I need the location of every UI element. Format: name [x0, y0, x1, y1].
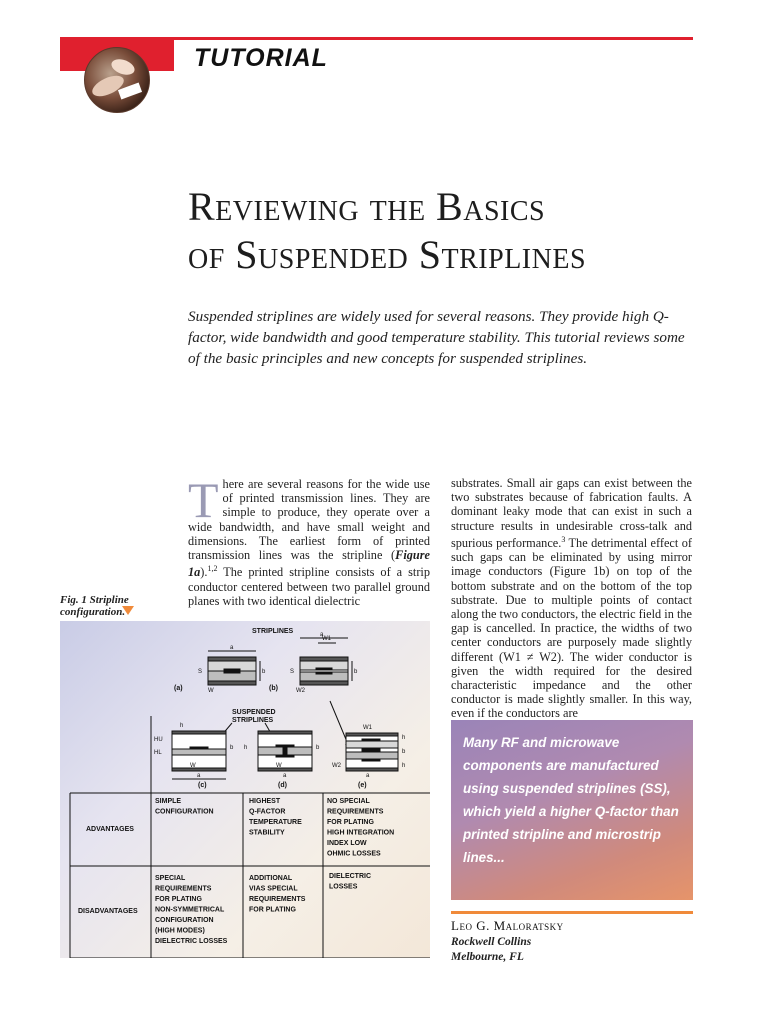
table-cell-adv-e: FOR PLATING [327, 819, 374, 826]
svg-text:S: S [290, 669, 295, 675]
diagram-d [244, 731, 320, 779]
svg-text:h: h [402, 735, 406, 741]
svg-text:a: a [366, 773, 370, 779]
table-cell-dis-e: LOSSES [329, 883, 358, 891]
table-cell-dis-c: FOR PLATING [155, 896, 202, 903]
svg-text:h: h [180, 723, 184, 729]
svg-text:HL: HL [154, 750, 162, 756]
svg-text:h: h [244, 745, 248, 751]
svg-text:a: a [320, 632, 324, 638]
table-cell-dis-d: ADDITIONAL [249, 875, 293, 882]
svg-text:W: W [276, 763, 282, 769]
header-rule [174, 37, 693, 40]
label-suspended-1: SUSPENDED [232, 709, 276, 716]
section-label: TUTORIAL [194, 44, 328, 72]
panel-a: (a) [174, 685, 183, 692]
svg-text:b: b [354, 669, 358, 675]
table-cell-adv-e: OHMIC LOSSES [327, 850, 381, 858]
svg-text:W2: W2 [332, 763, 341, 769]
table-cell-adv-d: STABILITY [249, 829, 285, 837]
svg-text:W2: W2 [296, 688, 305, 694]
svg-text:a: a [197, 773, 201, 779]
article-title [188, 183, 728, 279]
table-cell-adv-c: CONFIGURATION [155, 808, 214, 816]
svg-text:b: b [402, 749, 406, 755]
table-cell-dis-c: REQUIREMENTS [155, 885, 212, 893]
table-cell-adv-d: HIGHEST [249, 798, 281, 805]
panel-c: (c) [198, 782, 207, 789]
row-disadvantages: DISADVANTAGES [78, 908, 138, 915]
drop-cap: T [188, 472, 219, 528]
figure-reference: Figure 1a [188, 548, 430, 580]
table-cell-dis-d: FOR PLATING [249, 906, 296, 914]
svg-text:HU: HU [154, 737, 163, 743]
svg-text:W: W [190, 763, 196, 769]
svg-text:a: a [283, 773, 287, 779]
figure-1-diagram [60, 621, 430, 958]
table-cell-adv-d: Q-FACTOR [249, 808, 286, 816]
body-text-1c: The printed stripline consists of a strip conductor centered between two parallel ground planes with two identical dielectric [188, 565, 430, 608]
author-name: Leo G. Maloratsky [451, 918, 564, 933]
table-cell-dis-d: VIAS SPECIAL [249, 885, 298, 893]
svg-text:a: a [230, 645, 234, 651]
table-cell-adv-e: REQUIREMENTS [327, 808, 384, 816]
panel-e: (e) [358, 782, 367, 789]
author-affiliation [451, 935, 531, 965]
panel-b: (b) [269, 685, 278, 692]
figure-1 [60, 621, 430, 958]
body-text-2a: substrates. Small air gaps can exist between the two substrates because of fabrication faults. A dominant leaky mode that can exist in such a structure results in undesirable cross-talk and spurious performance. [451, 476, 692, 550]
table-cell-adv-c: SIMPLE [155, 798, 182, 805]
diagram-c [154, 723, 234, 779]
table-cell-dis-c: DIELECTRIC LOSSES [155, 938, 228, 945]
caption-arrow-icon [122, 606, 134, 615]
svg-text:h: h [402, 763, 406, 769]
citation: 1,2 [207, 564, 218, 574]
affiliation-location: Melbourne, FL [451, 951, 524, 963]
figure-caption: Fig. 1 Stripline configuration. [60, 594, 129, 618]
body-column-2 [451, 476, 692, 721]
affiliation-company: Rockwell Collins [451, 936, 532, 948]
pull-quote-text: Many RF and microwave components are manufactured using suspended striplines (SS), which yield a higher Q-factor than printed stripline and microstrip lines... [463, 735, 679, 865]
svg-text:b: b [230, 745, 234, 751]
svg-text:b: b [316, 745, 320, 751]
svg-text:W1: W1 [363, 725, 372, 731]
panel-d: (d) [278, 782, 287, 789]
row-advantages: ADVANTAGES [86, 826, 134, 833]
label-suspended-2: STRIPLINES [232, 717, 274, 724]
diagram-a [198, 645, 266, 694]
table-cell-dis-d: REQUIREMENTS [249, 896, 306, 903]
author-rule [451, 911, 693, 914]
table-cell-dis-c: SPECIAL [155, 875, 186, 882]
table-cell-dis-c: CONFIGURATION [155, 917, 214, 924]
article-deck: Suspended striplines are widely used for several reasons. They provide high Q-factor, wide bandwidth and good temperature stability. This tutorial reviews some of the basic principles and new concepts for suspended striplines. [188, 308, 685, 367]
title-line-2: of Suspended Striplines [188, 232, 587, 277]
table-cell-adv-d: TEMPERATURE [249, 819, 302, 826]
body-text-1a: here are several reasons for the wide use of printed transmission lines. They are simple to produce, they operate over a wide bandwidth, and have small weight and dimensions. The earliest form of printed transmission lines was the stripline ( [188, 477, 430, 563]
diagram-b [290, 632, 358, 694]
body-text-1b: ). [200, 565, 208, 580]
svg-text:W1: W1 [322, 636, 331, 642]
table-cell-dis-e: DIELECTRIC [329, 873, 371, 880]
title-line-1: Reviewing the Basics [188, 184, 546, 229]
svg-text:S: S [198, 669, 203, 675]
table-cell-adv-e: INDEX LOW [327, 840, 367, 847]
table-cell-adv-e: HIGH INTEGRATION [327, 829, 395, 837]
svg-text:W: W [208, 688, 214, 694]
svg-text:b: b [262, 669, 266, 675]
table-cell-dis-c: (HIGH MODES) [155, 927, 205, 935]
body-text-2b: The detrimental effect of such gaps can be eliminated by using mirror image conductors (Figure 1b) on top of the bottom substrate and on the bottom of the top substrate. Due to multiple points of contact along the two conductors, the electric field in the gap is cancelled. In practice, the widths of two center conductors are purposely made slightly different (W1 ≠ W2). The wider conductor is given the width required for the desired characteristic impedance and the other conductor is made slightly smaller. In this way, even if the conductors are [451, 535, 692, 721]
label-striplines: STRIPLINES [252, 628, 294, 635]
pull-quote [451, 720, 693, 900]
header-photo [84, 47, 150, 113]
citation: 3 [561, 534, 566, 544]
table-cell-adv-e: NO SPECIAL [327, 798, 370, 805]
table-cell-dis-c: NON-SYMMETRICAL [155, 906, 225, 914]
body-column-1 [188, 472, 430, 608]
